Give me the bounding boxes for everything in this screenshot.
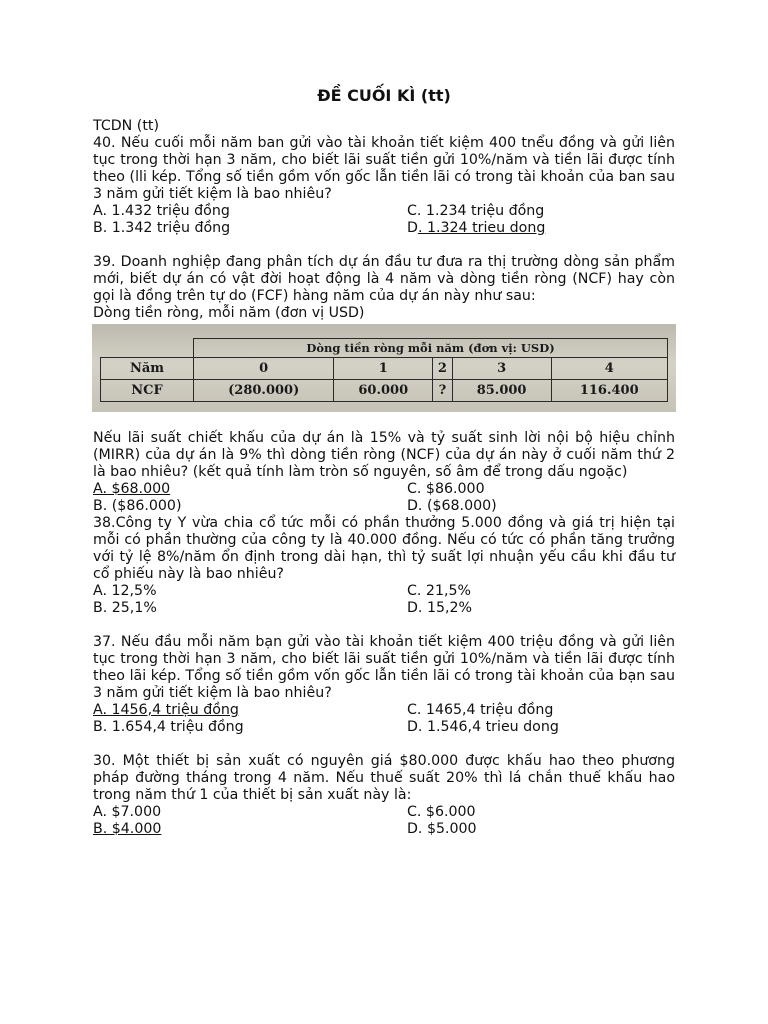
- option-b: B. ($86.000): [93, 498, 182, 514]
- question-40: [93, 135, 675, 237]
- option-c: C. 1.234 triệu đồng: [407, 203, 545, 219]
- option-b: B. $4.000: [93, 821, 162, 837]
- question-30-text: 30. Một thiết bị sản xuất có nguyên giá $80.000 được khấu hao theo phương pháp đường tháng trong 4 năm. Nếu thuế suất 20% thì lá chắn thuế khấu hao trong năm thứ 1 của thiết bị sản xuất này là:: [93, 753, 675, 803]
- ncf-cell: ?: [433, 380, 453, 402]
- option-b: B. 1.342 triệu đồng: [93, 220, 231, 236]
- cashflow-table: [100, 338, 668, 402]
- ncf-cell: 60.000: [334, 380, 433, 402]
- option-c: C. $6.000: [407, 804, 476, 820]
- question-30-options: [93, 804, 675, 838]
- option-a: A. 1456,4 triệu đồng: [93, 702, 239, 718]
- option-c: C. 1465,4 triệu đồng: [407, 702, 554, 718]
- row-label-year: Năm: [101, 358, 194, 380]
- table-row: [101, 358, 668, 380]
- question-37-text: 37. Nếu đầu mỗi năm bạn gửi vào tài khoản tiết kiệm 400 triệu đồng và gửi liên tục trong thời hạn 3 năm, cho biết lãi suất tiền gửi 10%/năm và tiền lãi được tính theo lãi kép. Tổng số tiền gồm vốn gốc lẫn tiền lãi có trong tài khoản của bạn sau 3 năm gửi tiết kiệm là bao nhiêu?: [93, 634, 675, 701]
- ncf-cell: (280.000): [194, 380, 334, 402]
- year-cell: 0: [194, 358, 334, 380]
- option-c: C. 21,5%: [407, 583, 471, 599]
- year-cell: 2: [433, 358, 453, 380]
- cashflow-table-image: [92, 324, 676, 412]
- page-title: ĐỀ CUỐI KÌ (tt): [317, 86, 451, 105]
- question-40-text: 40. Nếu cuối mỗi năm ban gửi vào tài khoản tiết kiệm 400 tnểu đồng và gửi liên tục trong thời hạn 3 năm, cho biết lãi suất tiền gửi 10%/năm và tiền lãi được tính theo (lli kép. Tổng số tiền gồm vốn gốc lẫn tiền lãi có trong tài khoản của ban sau 3 năm gửi tiết kiệm là bao nhiêu?: [93, 135, 675, 202]
- question-40-options: [93, 203, 675, 237]
- option-d: D. ($68.000): [407, 498, 497, 514]
- table-header-row: [101, 339, 668, 358]
- year-cell: 3: [452, 358, 551, 380]
- year-cell: 4: [551, 358, 668, 380]
- table-header: Dòng tiền ròng mỗi năm (đơn vị: USD): [194, 339, 668, 358]
- question-38-text: 38.Công ty Y vừa chia cổ tức mỗi có phần thưởng 5.000 đồng và giá trị hiện tại mỗi có phần thường của công ty là 40.000 đồng. Nếu có tức có phần tăng trưởng với tỷ lệ 8%/năm ổn định trong dài hạn, thì tỷ suất lợi nhuận yếu cầu khi đầu tư cổ phiếu này là bao nhiêu?: [93, 515, 675, 582]
- question-30: [93, 753, 675, 838]
- question-37-options: [93, 702, 675, 736]
- option-b: B. 1.654,4 triệu đồng: [93, 719, 244, 735]
- content: [93, 118, 675, 838]
- ncf-cell: 116.400: [551, 380, 668, 402]
- question-38: [93, 515, 675, 617]
- option-d-prefix: D: [407, 220, 418, 236]
- table-row: [101, 380, 668, 402]
- question-39-text-2: Nếu lãi suất chiết khấu của dự án là 15% và tỷ suất sinh lời nội bộ hiệu chỉnh (MIRR) của dự án là 9% thì dòng tiền ròng (NCF) của dự án này ở cuối năm thứ 2 là bao nhiêu? (kết quả tính làm tròn số nguyên, số âm để trong dấu ngoặc): [93, 430, 675, 480]
- option-c: C. $86.000: [407, 481, 485, 497]
- option-a: A. 12,5%: [93, 583, 157, 599]
- option-a: A. 1.432 triệu đồng: [93, 203, 230, 219]
- option-d-answer: . 1.324 trieu dong: [417, 220, 546, 236]
- option-d: D. $5.000: [407, 821, 477, 837]
- question-37: [93, 634, 675, 736]
- question-39-options: [93, 481, 675, 515]
- year-cell: 1: [334, 358, 433, 380]
- question-39: [93, 254, 675, 515]
- option-a: A. $7.000: [93, 804, 162, 820]
- option-d: D. 15,2%: [407, 600, 473, 616]
- option-a: A. $68.000: [93, 481, 171, 497]
- question-38-options: [93, 583, 675, 617]
- row-label-ncf: NCF: [101, 380, 194, 402]
- subtitle: TCDN (tt): [93, 118, 159, 134]
- option-d: D. 1.546,4 trieu dong: [407, 719, 559, 735]
- question-39-text: 39. Doanh nghiệp đang phân tích dự án đầu tư đưa ra thị trường dòng sản phẩm mới, biết dự án có vật đời hoạt động là 4 năm và dòng tiền ròng (NCF) hay còn gọi là đồng trên tự do (FCF) hàng năm của dự án này như sau:: [93, 254, 675, 304]
- ncf-cell: 85.000: [452, 380, 551, 402]
- option-d: [407, 220, 675, 237]
- table-caption: Dòng tiền ròng, mỗi năm (đơn vị USD): [93, 305, 365, 321]
- option-b: B. 25,1%: [93, 600, 157, 616]
